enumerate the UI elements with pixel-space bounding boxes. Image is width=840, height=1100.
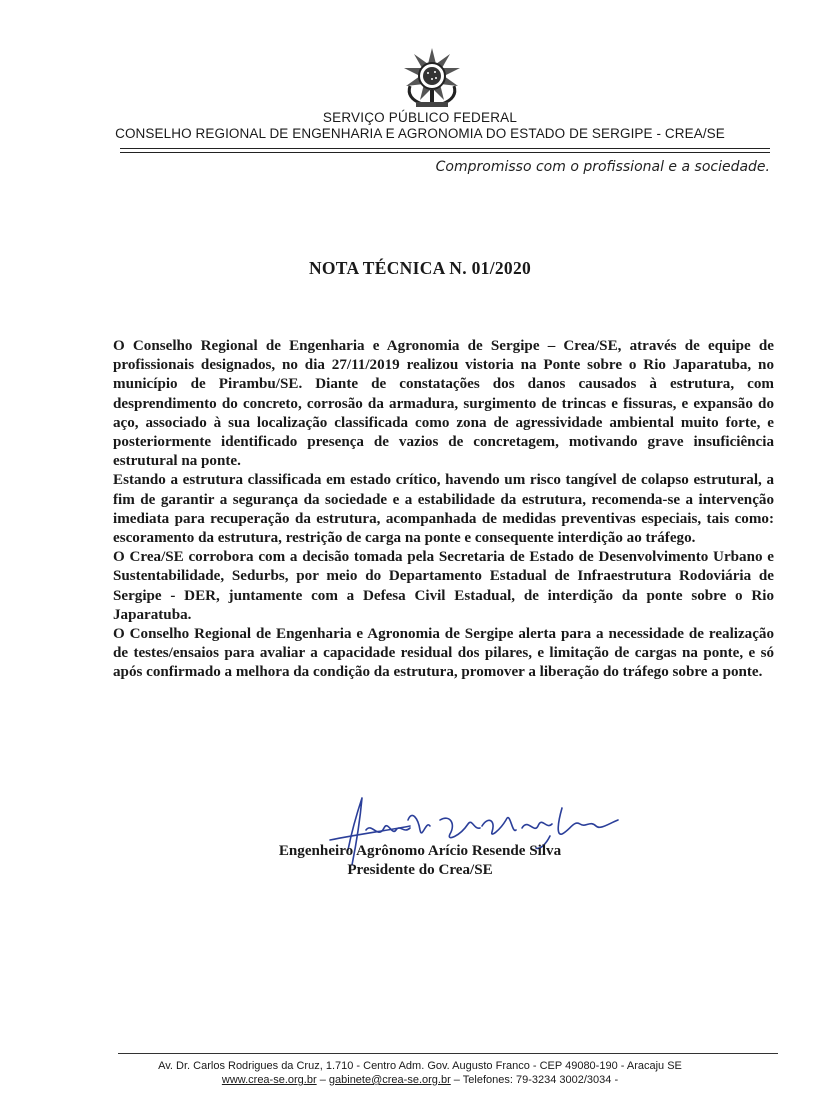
- document-title: NOTA TÉCNICA N. 01/2020: [308, 258, 532, 278]
- header-council-name: CONSELHO REGIONAL DE ENGENHARIA E AGRONOMIA DO ESTADO DE SERGIPE - CREA/SE: [115, 126, 725, 141]
- signatory-role: Presidente do Crea/SE: [347, 862, 493, 878]
- footer-separator: –: [453, 1074, 463, 1086]
- coat-of-arms-icon: [400, 46, 464, 110]
- footer-divider: [118, 1053, 778, 1054]
- signatory-name: Engenheiro Agrônomo Arício Resende Silva: [278, 843, 562, 859]
- header-divider-secondary: [120, 152, 770, 153]
- website-link[interactable]: www.crea-se.org.br: [221, 1074, 317, 1086]
- footer-phones: Telefones: 79-3234 3002/3034 -: [462, 1074, 619, 1086]
- footer-address: Av. Dr. Carlos Rodrigues da Cruz, 1.710 - Centro Adm. Gov. Augusto Franco - CEP 49080-190 - Aracaju SE: [158, 1060, 682, 1072]
- footer-contacts: [0, 1074, 840, 1086]
- header-service-name: SERVIÇO PÚBLICO FEDERAL: [322, 110, 518, 125]
- document-body: [113, 337, 774, 683]
- body-paragraph: O Crea/SE corrobora com a decisão tomada pela Secretaria de Estado de Desenvolvimento Urbano e Sustentabilidade, Sedurbs, por meio do Departamento Estadual de Infraestrutura Rodoviária de Sergipe - DER, juntamente com a Defesa Civil Estadual, de interdição da ponte sobre o Rio Japaratuba.: [113, 549, 774, 623]
- header-slogan: Compromisso com o profissional e a sociedade.: [435, 159, 770, 175]
- body-paragraph: O Conselho Regional de Engenharia e Agronomia de Sergipe alerta para a necessidade de realização de testes/ensaios para avaliar a capacidade residual dos pilares, e limitação de cargas na ponte, e só após confirmado a melhora da condição da estrutura, promover a liberação do tráfego sobre a ponte.: [113, 626, 774, 681]
- body-paragraph: Estando a estrutura classificada em estado crítico, havendo um risco tangível de colapso estrutural, a fim de garantir a segurança da sociedade e a estabilidade da estrutura, recomenda-se a intervenção imediata para recuperação da estrutura, acompanhada de medidas preventivas especiais, tais como: escoramento da estrutura, restrição de carga na ponte e consequente interdição ao tráfego.: [113, 472, 774, 547]
- body-paragraph: O Conselho Regional de Engenharia e Agronomia de Sergipe – Crea/SE, através de equipe de profissionais designados, no dia 27/11/2019 realizou vistoria na Ponte sobre o Rio Japaratuba, no município de Pirambu/SE. Diante de constatações dos danos causados à estrutura, com desprendimento do concreto, corrosão da armadura, surgimento de trincas e fissuras, e expansão do aço, associado à sua localização classificada como zona de agressividade ambiental muito forte, e posteriormente identificado presença de vazios de concretagem, motivando grave insuficiência estrutural na ponte.: [113, 338, 774, 470]
- footer-separator: –: [319, 1074, 329, 1086]
- header-divider: [120, 148, 770, 149]
- email-link[interactable]: gabinete@crea-se.org.br: [328, 1074, 451, 1086]
